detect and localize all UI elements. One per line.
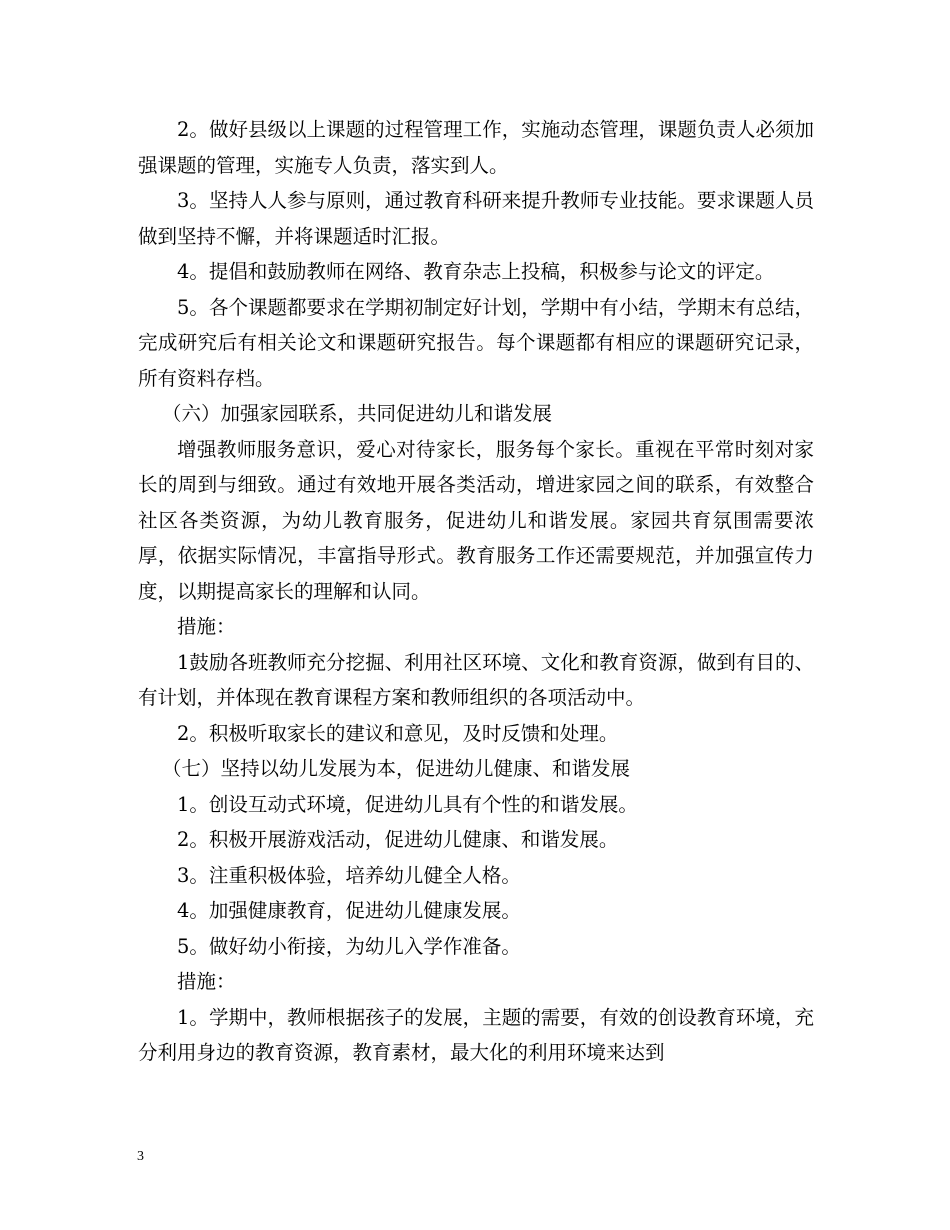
goal-item-1: 1。创设互动式环境，促进幼儿具有个性的和谐发展。	[177, 792, 638, 816]
section-heading-6: （六）加强家园联系，共同促进幼儿和谐发展	[162, 402, 553, 425]
paragraph-item-5: 5。各个课题都要求在学期初制定好计划，学期中有小结，学期末有总结，完成研究后有相关论文和课题研究报告。每个课题都有相应的课题研究记录，所有资料存档。	[138, 295, 814, 390]
measures-label: 措施：	[177, 615, 236, 638]
paragraph-section-6-body: 增强教师服务意识，爱心对待家长，服务每个家长。重视在平常时刻对家长的周到与细致。通过有效地开展各类活动，增进家园之间的联系，有效整合社区各类资源，为幼儿教育服务，促进幼儿和谐发展。家园共育氛围需要浓厚，依据实际情况，丰富指导形式。教育服务工作还需要规范，并加强宣传力度，以期提高家长的理解和认同。	[138, 437, 814, 603]
section-heading-7: （七）坚持以幼儿发展为本，促进幼儿健康、和谐发展	[162, 757, 631, 780]
paragraph-item-3: 3。坚持人人参与原则，通过教育科研来提升教师专业技能。要求课题人员做到坚持不懈，并将课题适时汇报。	[138, 189, 814, 248]
page-number: 3	[137, 1149, 144, 1164]
measure-item-2: 2。积极听取家长的建议和意见，及时反馈和处理。	[177, 721, 619, 745]
measures-label-2: 措施：	[177, 970, 236, 993]
goal-item-3: 3。注重积极体验，培养幼儿健全人格。	[177, 863, 521, 887]
goal-item-5: 5。做好幼小衔接，为幼儿入学作准备。	[177, 934, 521, 958]
goal-item-2: 2。积极开展游戏活动，促进幼儿健康、和谐发展。	[177, 828, 619, 851]
paragraph-item-2: 2。做好县级以上课题的过程管理工作，实施动态管理，课题负责人必须加强课题的管理，实施专人负责，落实到人。	[138, 118, 814, 177]
paragraph-item-4: 4。提倡和鼓励教师在网络、教育杂志上投稿，积极参与论文的评定。	[177, 260, 775, 283]
measure-item-1-section-7: 1。学期中，教师根据孩子的发展，主题的需要，有效的创设教育环境，充分利用身边的教育资源，教育素材，最大化的利用环境来达到	[138, 1005, 814, 1064]
measure-item-1: 1鼓励各班教师充分挖掘、利用社区环境、文化和教育资源，做到有目的、有计划，并体现在教育课程方案和教师组织的各项活动中。	[138, 650, 814, 709]
document-body	[138, 112, 814, 1071]
goal-item-4: 4。加强健康教育，促进幼儿健康发展。	[177, 899, 521, 922]
